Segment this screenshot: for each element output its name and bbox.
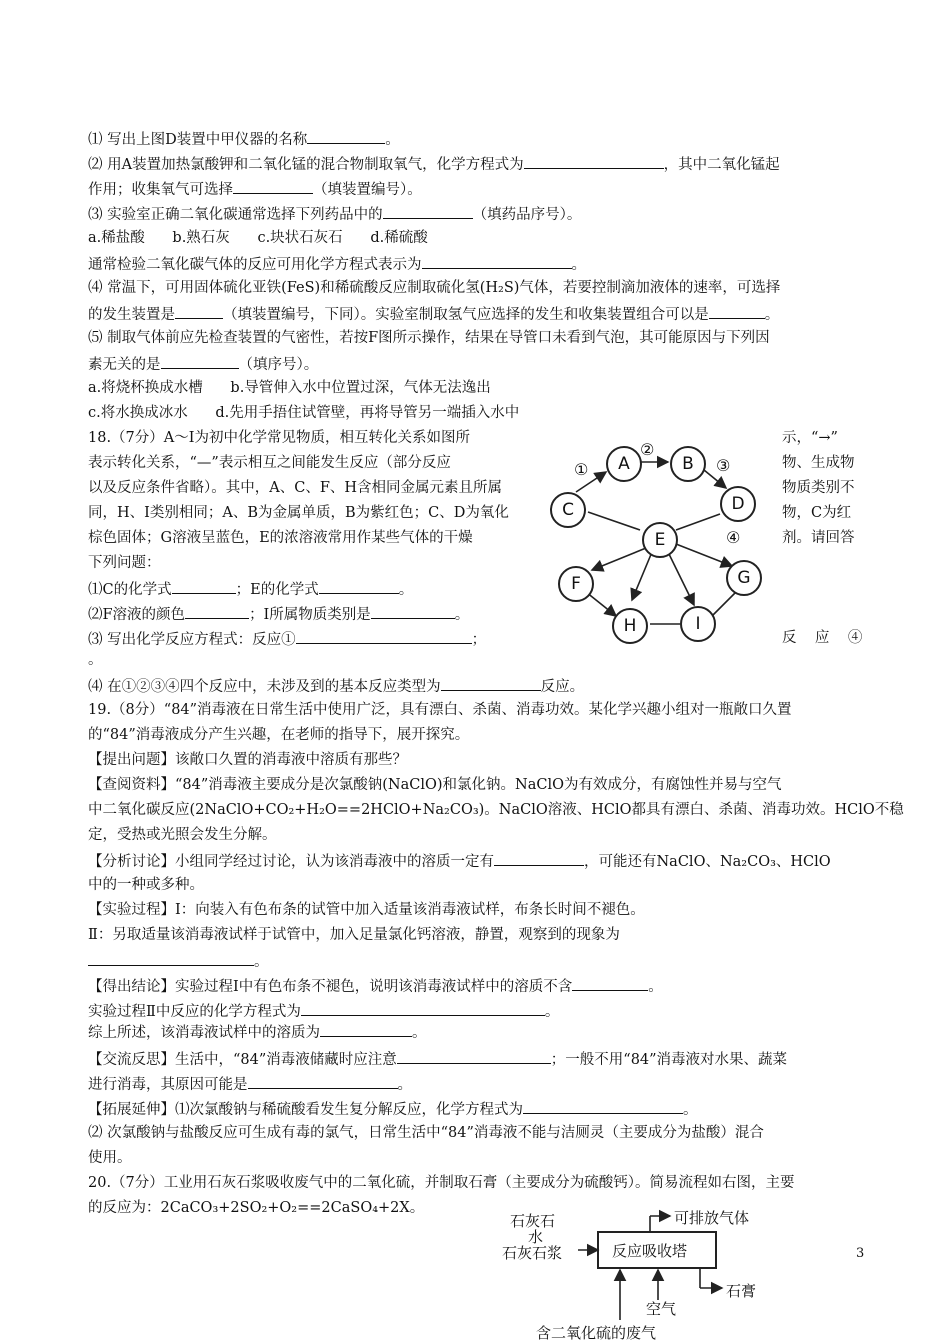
node-a: A — [606, 446, 642, 482]
process-flow-diagram — [500, 1200, 860, 1344]
answer-blank[interactable] — [307, 128, 385, 144]
answer-blank[interactable] — [88, 950, 254, 966]
reaction-diagram — [540, 430, 780, 650]
q19-line19: 使用。 — [88, 1150, 132, 1166]
answer-blank[interactable] — [422, 253, 572, 269]
q19-line8: 中的一种或多种。 — [88, 877, 204, 893]
answer-blank[interactable] — [319, 578, 399, 594]
flow-reaction-tower: 反应吸收塔 — [612, 1242, 688, 1260]
q18-sub3-end: 。 — [88, 652, 103, 668]
answer-blank[interactable] — [172, 578, 236, 594]
answer-blank[interactable] — [441, 675, 541, 691]
label-reaction-3: ③ — [716, 456, 731, 475]
flow-output-gypsum: 石膏 — [726, 1282, 757, 1300]
q17-options: a.稀盐酸 b.熟石灰 c.块状石灰石 d.稀硫酸 — [88, 230, 428, 246]
q17-part3b: 通常检验二氧化碳气体的反应可用化学方程式表示为 。 — [88, 253, 586, 275]
q20-line1: 20.（7分）工业用石灰石浆吸收废气中的二氧化硫，并制取石膏（主要成分为硫酸钙）。简易流程如右图，主要 — [88, 1175, 795, 1191]
q18-line1: 18.（7分）A～I为初中化学常见物质，相互转化关系如图所 — [88, 430, 470, 446]
q18-right1: 示，“→” — [782, 430, 838, 446]
answer-blank[interactable] — [524, 153, 664, 169]
q17-part2b: 作用；收集氧气可选择 （填装置编号）。 — [88, 178, 422, 200]
flow-input-water: 水 — [528, 1228, 544, 1246]
answer-blank[interactable] — [233, 178, 313, 194]
answer-blank[interactable] — [301, 1000, 545, 1016]
q18-sub2: ⑵F溶液的颜色 ；I所属物质类别是 。 — [88, 603, 469, 625]
q19-line18: ⑵ 次氯酸钠与盐酸反应可生成有毒的氯气，日常生活中“84”消毒液不能与洁厕灵（主要成分为盐酸）混合 — [88, 1125, 764, 1141]
flow-input-air: 空气 — [646, 1300, 677, 1318]
node-c: C — [550, 492, 586, 528]
answer-blank[interactable] — [371, 603, 455, 619]
node-i: I — [680, 606, 716, 642]
q19-line10: Ⅱ：另取适量该消毒液试样于试管中，加入足量氯化钙溶液，静置，观察到的现象为 — [88, 927, 620, 943]
q19-line6: 定，受热或光照会发生分解。 — [88, 827, 277, 843]
q18-sub4: ⑷ 在①②③④四个反应中，未涉及到的基本反应类型为 反应。 — [88, 675, 584, 697]
label-reaction-2: ② — [640, 440, 655, 459]
node-g: G — [726, 560, 762, 596]
q17-part5b: 素无关的是 （填序号）。 — [88, 353, 318, 375]
answer-blank[interactable] — [320, 1021, 412, 1037]
q19-line4: 【查阅资料】“84”消毒液主要成分是次氯酸钠(NaClO)和氯化钠。NaClO为有效成分，有腐蚀性并易与空气 — [88, 777, 782, 793]
q17-part1: ⑴ 写出上图D装置中甲仪器的名称 。 — [88, 128, 400, 150]
q19-line15: 【交流反思】生活中，“84”消毒液储藏时应注意 ；一般不用“84”消毒液对水果、蔬菜 — [88, 1048, 787, 1070]
q19-line12: 【得出结论】实验过程Ⅰ中有色布条不褪色，说明该消毒液试样中的溶质不含 。 — [88, 975, 663, 997]
q19-line17: 【拓展延伸】⑴次氯酸钠与稀硫酸看发生复分解反应，化学方程式为 。 — [88, 1098, 698, 1120]
q19-line13: 实验过程Ⅱ中反应的化学方程式为 。 — [88, 1000, 559, 1022]
q19-line16: 进行消毒，其原因可能是 。 — [88, 1073, 412, 1095]
answer-blank[interactable] — [161, 353, 239, 369]
answer-blank[interactable] — [494, 850, 584, 866]
q19-line2: 的“84”消毒液成分产生兴趣，在老师的指导下，展开探究。 — [88, 727, 470, 743]
q19-line11: 。 — [88, 950, 269, 972]
page-number: 3 — [856, 1246, 865, 1261]
node-h: H — [612, 608, 648, 644]
q18-sub3: ⑶ 写出化学反应方程式：反应① ； — [88, 628, 486, 650]
q18-sub3-right: 反 应 ④ — [782, 630, 863, 646]
q18-right5: 剂。请回答 — [782, 530, 855, 546]
answer-blank[interactable] — [709, 303, 765, 319]
q18-line2: 表示转化关系，“—”表示相互之间能发生反应（部分反应 — [88, 455, 451, 471]
node-f: F — [558, 566, 594, 602]
q19-line3: 【提出问题】该敞口久置的消毒液中溶质有那些？ — [88, 752, 407, 768]
flow-input-slurry: 石灰石浆 — [502, 1244, 563, 1262]
answer-blank[interactable] — [296, 628, 472, 644]
q19-line7: 【分析讨论】小组同学经过讨论，认为该消毒液中的溶质一定有 ，可能还有NaClO、Na₂CO₃、HClO — [88, 850, 831, 872]
q17-part3: ⑶ 实验室正确二氧化碳通常选择下列药品中的 （填药品序号）。 — [88, 203, 581, 225]
q18-sub1: ⑴C的化学式 ；E的化学式 。 — [88, 578, 413, 600]
node-b: B — [670, 446, 706, 482]
q18-line3: 以及反应条件省略）。其中，A、C、F、H含相同金属元素且所属 — [88, 480, 503, 496]
q18-line4: 同，H、I类别相同；A、B为金属单质，B为紫红色；C、D为氧化 — [88, 505, 509, 521]
label-reaction-1: ① — [574, 460, 589, 479]
answer-blank[interactable] — [383, 203, 473, 219]
q20-line2: 的反应为：2CaCO₃+2SO₂+O₂==2CaSO₄+2X。 — [88, 1200, 425, 1216]
answer-blank[interactable] — [523, 1098, 683, 1114]
q18-line5: 棕色固体；G溶液呈蓝色，E的浓溶液常用作某些气体的干燥 — [88, 530, 473, 546]
q18-right3: 物质类别不 — [782, 480, 855, 496]
q17-part5c: a.将烧杯换成水槽 b.导管伸入水中位置过深，气体无法逸出 — [88, 380, 491, 396]
node-d: D — [720, 486, 756, 522]
q18-line6: 下列问题： — [88, 555, 161, 571]
q18-right2: 物、生成物 — [782, 455, 855, 471]
q17-part4b: 的发生装置是 （填装置编号，下同）。实验室制取氢气应选择的发生和收集装置组合可以是 。 — [88, 303, 779, 325]
q18-right4: 物，C为红 — [782, 505, 852, 521]
answer-blank[interactable] — [397, 1048, 551, 1064]
node-e: E — [642, 522, 678, 558]
answer-blank[interactable] — [572, 975, 648, 991]
answer-blank[interactable] — [175, 303, 223, 319]
answer-blank[interactable] — [248, 1073, 398, 1089]
flow-input-limestone: 石灰石 — [510, 1212, 556, 1230]
q19-line5: 中二氧化碳反应(2NaClO+CO₂+H₂O==2HClO+Na₂CO₃)。NaClO溶液、HClO都具有漂白、杀菌、消毒功效。HClO不稳 — [88, 802, 904, 818]
q17-part5a: ⑸ 制取气体前应先检查装置的气密性，若按F图所示操作，结果在导管口未看到气泡，其可能原因与下列因 — [88, 330, 770, 346]
q17-part5d: c.将水换成冰水 d.先用手捂住试管壁，再将导管另一端插入水中 — [88, 405, 520, 421]
flow-input-waste-gas: 含二氧化硫的废气 — [536, 1324, 657, 1342]
q19-line1: 19.（8分）“84”消毒液在日常生活中使用广泛，具有漂白、杀菌、消毒功效。某化学兴趣小组对一瓶敞口久置 — [88, 702, 792, 718]
label-reaction-4: ④ — [726, 528, 741, 547]
flow-output-gas: 可排放气体 — [674, 1209, 750, 1227]
q17-part4a: ⑷ 常温下，可用固体硫化亚铁(FeS)和稀硫酸反应制取硫化氢(H₂S)气体，若要控制滴加液体的速率，可选择 — [88, 280, 781, 296]
q19-line9: 【实验过程】Ⅰ：向装入有色布条的试管中加入适量该消毒液试样，布条长时间不褪色。 — [88, 902, 645, 918]
q17-part2a: ⑵ 用A装置加热氯酸钾和二氧化锰的混合物制取氧气，化学方程式为 ，其中二氧化锰起 — [88, 153, 780, 175]
answer-blank[interactable] — [185, 603, 249, 619]
q19-line14: 综上所述，该消毒液试样中的溶质为 。 — [88, 1021, 427, 1043]
